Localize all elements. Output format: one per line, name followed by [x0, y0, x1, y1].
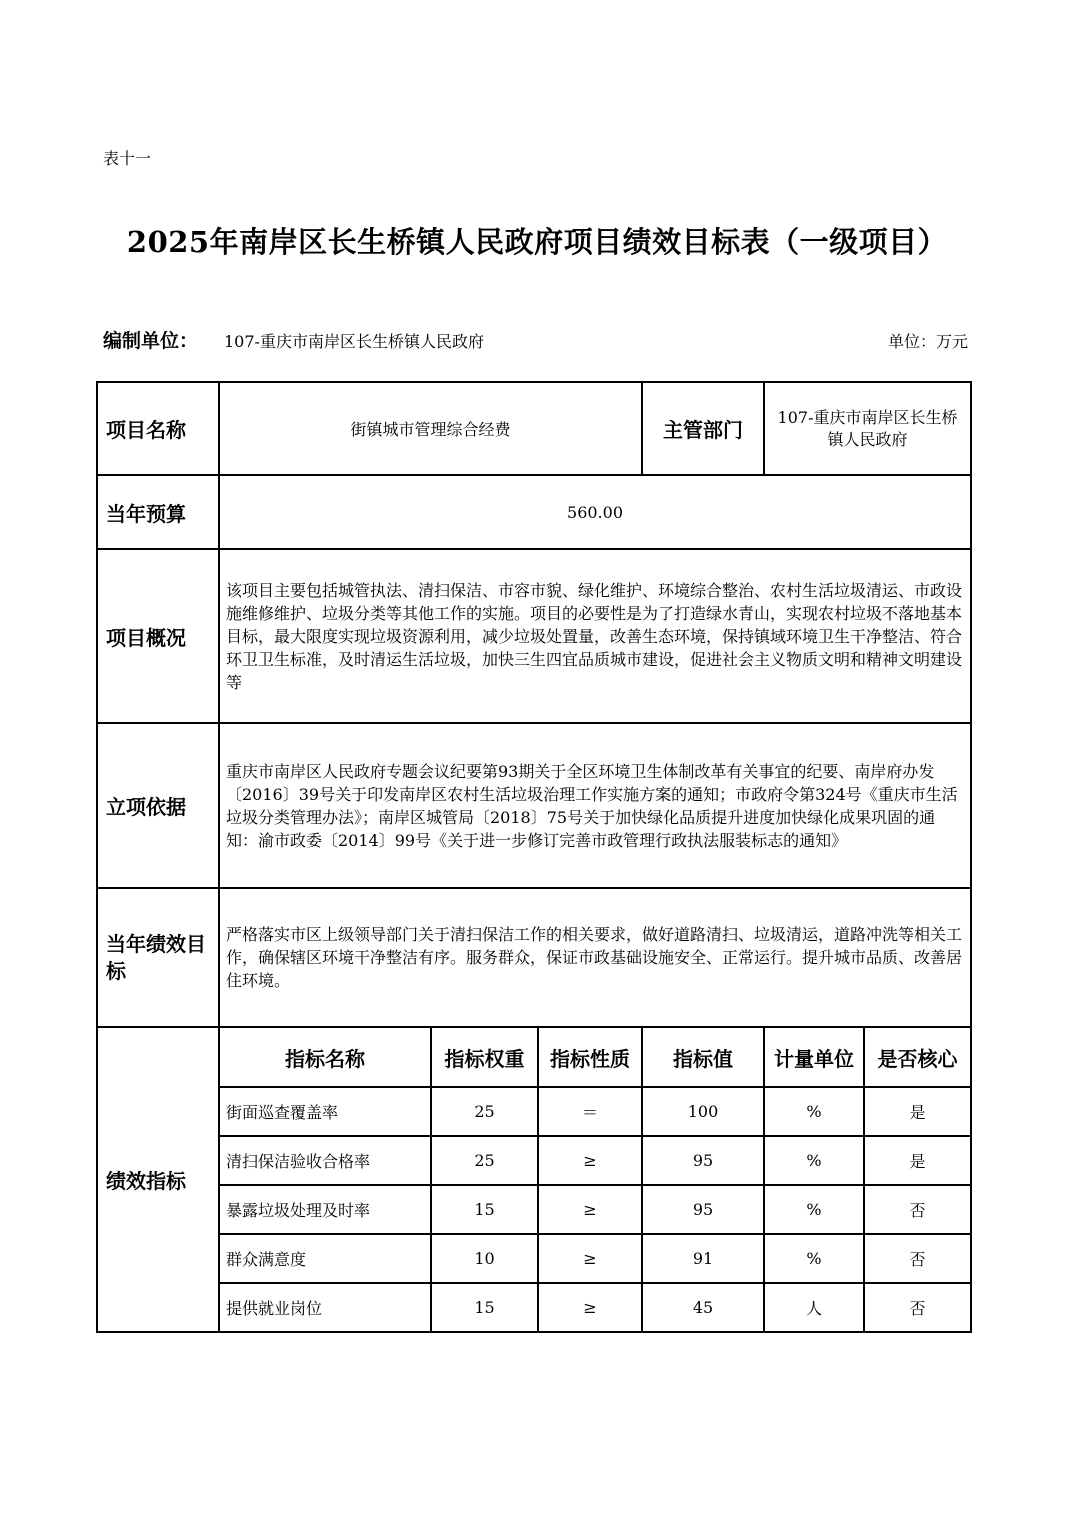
header-nature: 指标性质: [538, 1027, 642, 1087]
indicator-weight: 10: [431, 1234, 538, 1283]
org-value: 107-重庆市南岸区长生桥镇人民政府: [224, 332, 484, 351]
indicator-weight: 15: [431, 1283, 538, 1332]
basis-label: 立项依据: [97, 723, 219, 888]
budget-label: 当年预算: [97, 475, 219, 549]
indicator-value: 100: [642, 1087, 764, 1136]
indicator-name: 街面巡查覆盖率: [219, 1087, 431, 1136]
indicator-unit: %: [764, 1087, 864, 1136]
page-title: 2025年南岸区长生桥镇人民政府项目绩效目标表（一级项目）: [126, 225, 948, 259]
indicator-unit: %: [764, 1185, 864, 1234]
indicator-unit: %: [764, 1136, 864, 1185]
indicator-name: 群众满意度: [219, 1234, 431, 1283]
indicator-unit: %: [764, 1234, 864, 1283]
table-row: [97, 1185, 971, 1234]
indicator-weight: 15: [431, 1185, 538, 1234]
org-label: 编制单位：: [103, 330, 199, 352]
indicator-core: 否: [864, 1185, 971, 1234]
indicator-nature: ≥: [538, 1283, 642, 1332]
indicator-core: 否: [864, 1283, 971, 1332]
table-row: [97, 1234, 971, 1283]
indicator-nature: ≥: [538, 1185, 642, 1234]
dept-label: 主管部门: [642, 382, 764, 475]
indicator-value: 45: [642, 1283, 764, 1332]
header-indicator-name: 指标名称: [219, 1027, 431, 1087]
budget-value: 560.00: [219, 475, 971, 549]
indicator-core: 是: [864, 1087, 971, 1136]
dept-value: 107-重庆市南岸区长生桥镇人民政府: [764, 382, 971, 475]
indicator-value: 95: [642, 1185, 764, 1234]
indicator-core: 是: [864, 1136, 971, 1185]
indicator-unit: 人: [764, 1283, 864, 1332]
header-value: 指标值: [642, 1027, 764, 1087]
indicator-nature: ＝: [538, 1087, 642, 1136]
indicator-value: 95: [642, 1136, 764, 1185]
table-row: [97, 1283, 971, 1332]
indicators-label: 绩效指标: [97, 1027, 219, 1332]
budget-row: [97, 475, 971, 549]
table-row: [97, 1136, 971, 1185]
header-core: 是否核心: [864, 1027, 971, 1087]
header-unit: 计量单位: [764, 1027, 864, 1087]
overview-row: [97, 549, 971, 723]
project-name-value: 街镇城市管理综合经费: [219, 382, 642, 475]
indicator-weight: 25: [431, 1087, 538, 1136]
indicator-name: 暴露垃圾处理及时率: [219, 1185, 431, 1234]
indicator-value: 91: [642, 1234, 764, 1283]
goal-text: 严格落实市区上级领导部门关于清扫保洁工作的相关要求，做好道路清扫、垃圾清运，道路冲洗等相关工作，确保辖区环境干净整洁有序。服务群众，保证市政基础设施安全、正常运行。提升城市品质、改善居住环境。: [219, 888, 971, 1027]
overview-text: 该项目主要包括城管执法、清扫保洁、市容市貌、绿化维护、环境综合整治、农村生活垃圾清运、市政设施维修维护、垃圾分类等其他工作的实施。项目的必要性是为了打造绿水青山，实现农村垃圾不落地基本目标，最大限度实现垃圾资源利用，减少垃圾处置量，改善生态环境，保持镇域环境卫生干净整洁、符合环卫卫生标准，及时清运生活垃圾，加快三生四宜品质城市建设，促进社会主义物质文明和精神文明建设等: [219, 549, 971, 723]
header-weight: 指标权重: [431, 1027, 538, 1087]
table-number-label: 表十一: [103, 149, 152, 168]
indicator-nature: ≥: [538, 1234, 642, 1283]
goal-row: [97, 888, 971, 1027]
indicator-nature: ≥: [538, 1136, 642, 1185]
currency-unit: 单位：万元: [887, 332, 968, 351]
project-name-row: [97, 382, 971, 475]
indicator-name: 清扫保洁验收合格率: [219, 1136, 431, 1185]
indicator-name: 提供就业岗位: [219, 1283, 431, 1332]
indicator-header-row: [97, 1027, 971, 1087]
basis-row: [97, 723, 971, 888]
basis-text: 重庆市南岸区人民政府专题会议纪要第93期关于全区环境卫生体制改革有关事宜的纪要、南岸府办发〔2016〕39号关于印发南岸区农村生活垃圾治理工作实施方案的通知；市政府令第324号《重庆市生活垃圾分类管理办法》；南岸区城管局〔2018〕75号关于加快绿化品质提升进度加快绿化成果巩固的通知：渝市政委〔2014〕99号《关于进一步修订完善市政管理行政执法服装标志的通知》: [219, 723, 971, 888]
indicator-weight: 25: [431, 1136, 538, 1185]
indicator-core: 否: [864, 1234, 971, 1283]
performance-target-table: [96, 381, 972, 1333]
overview-label: 项目概况: [97, 549, 219, 723]
project-name-label: 项目名称: [97, 382, 219, 475]
goal-label: 当年绩效目标: [97, 888, 219, 1027]
table-row: [97, 1087, 971, 1136]
